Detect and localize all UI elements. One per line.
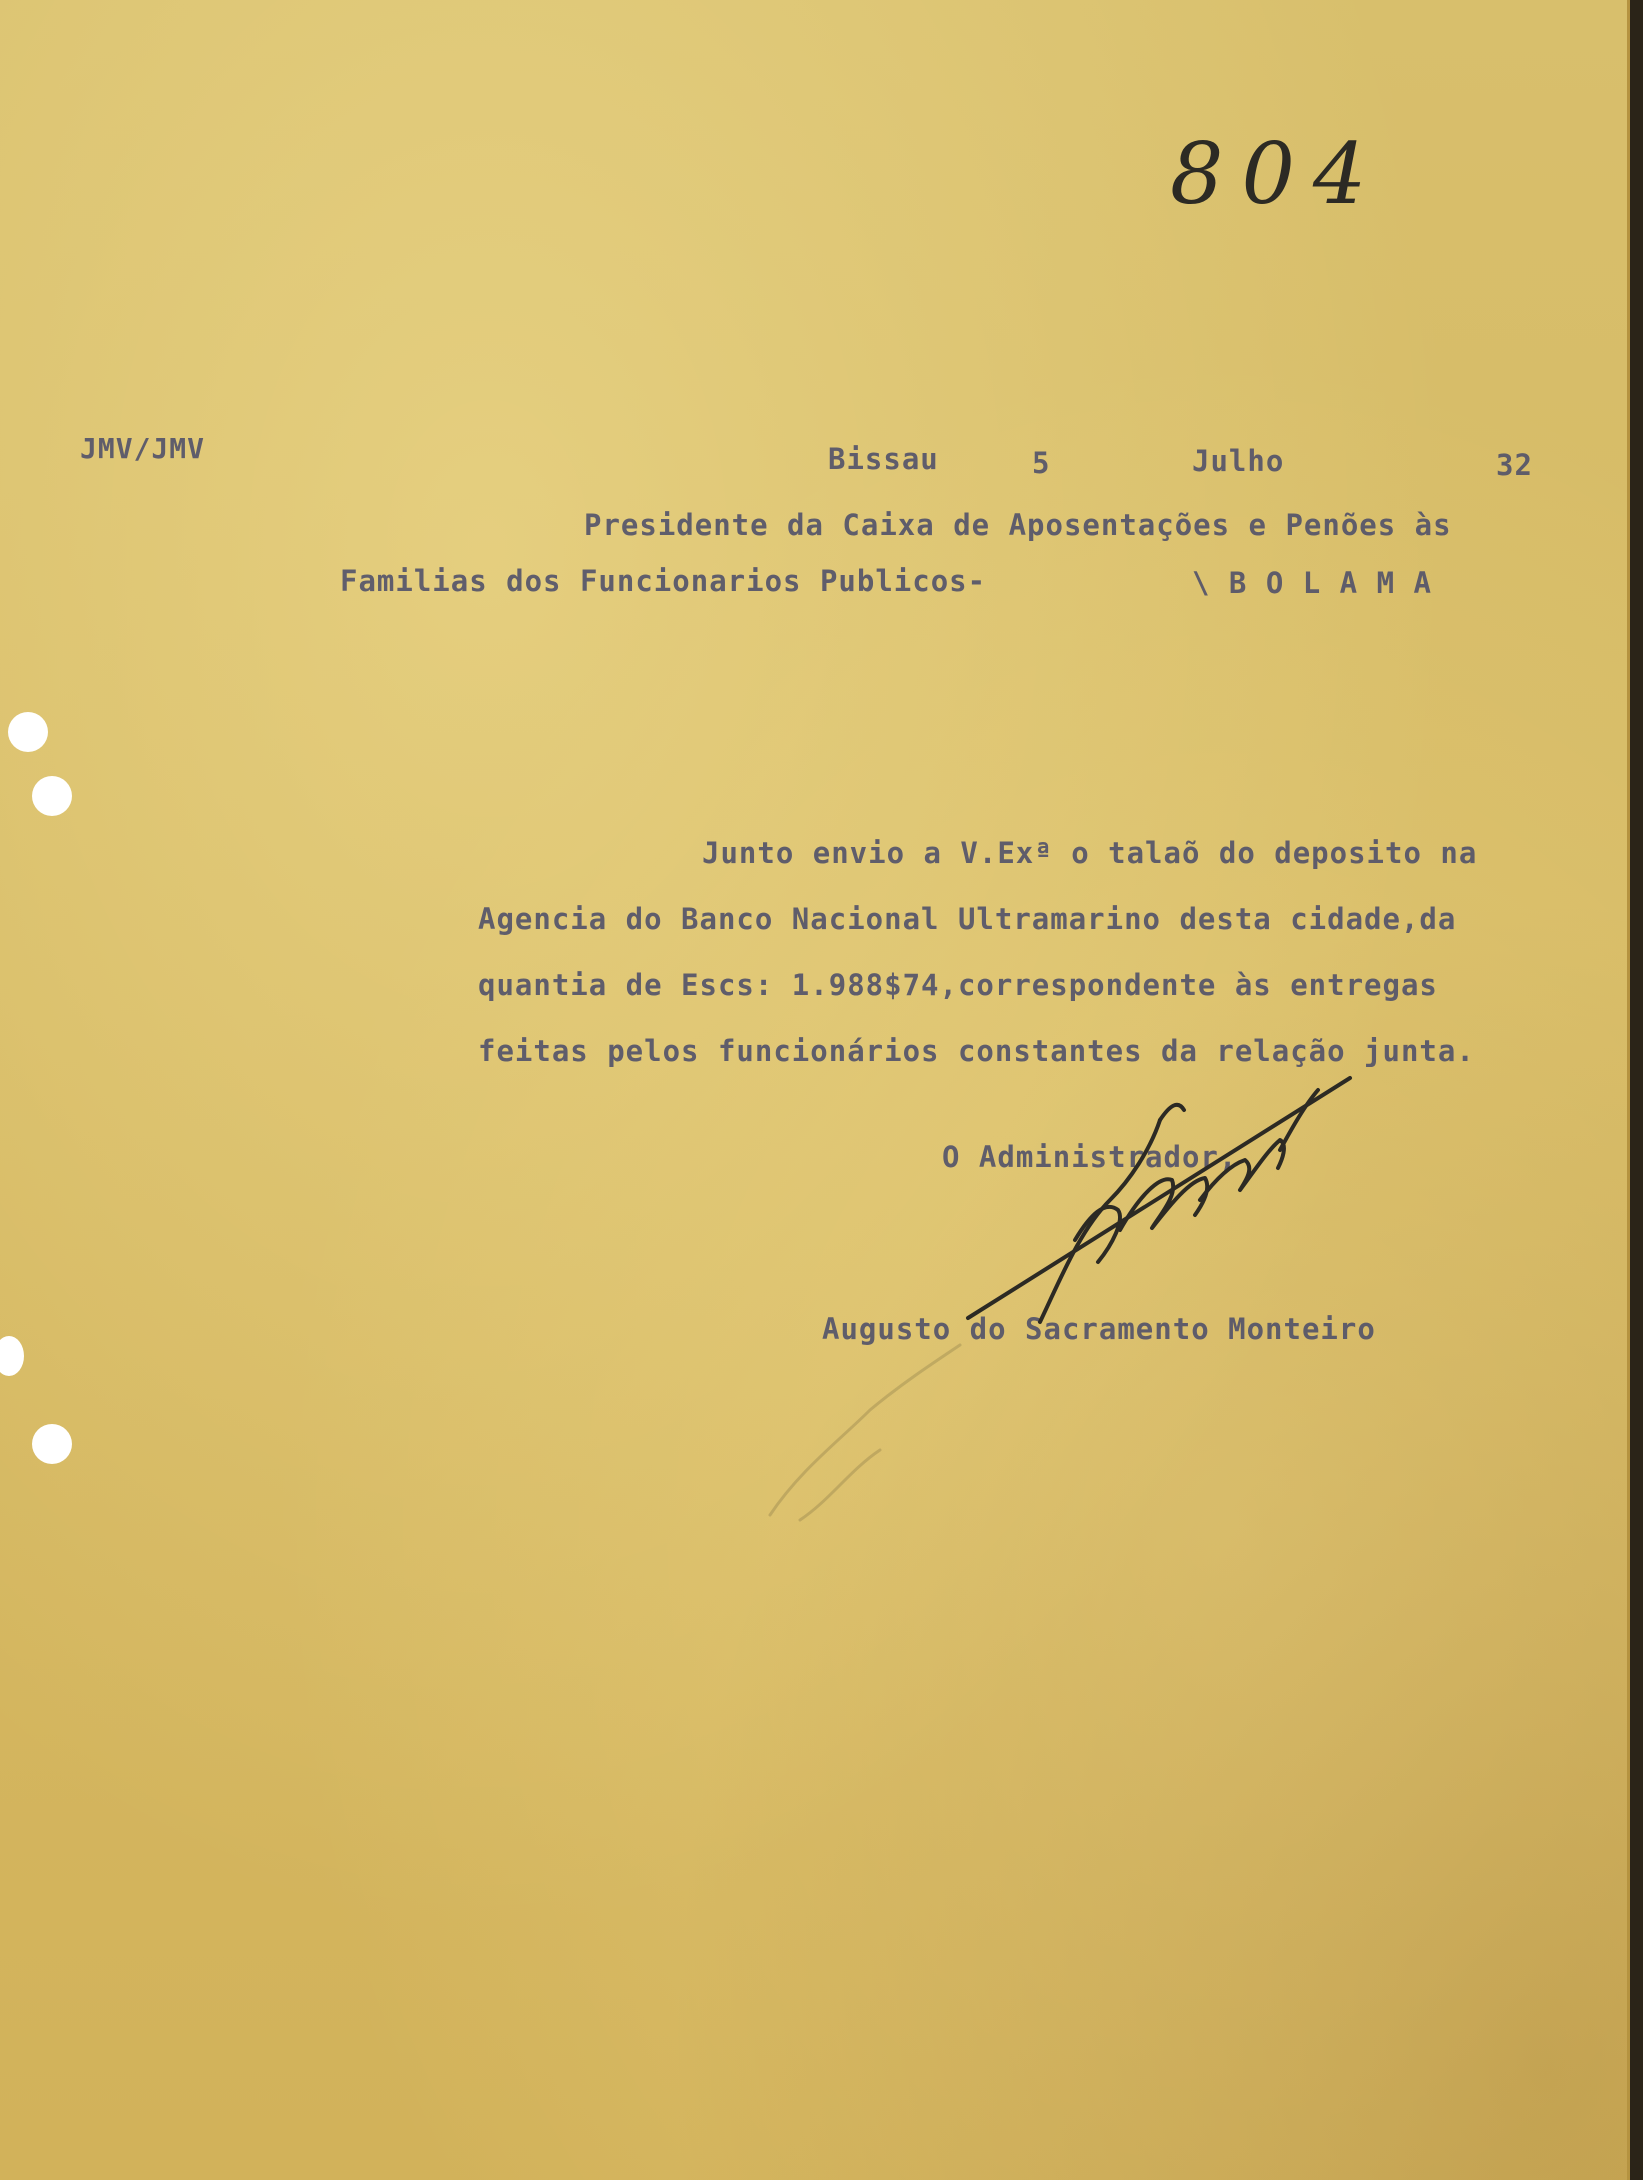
addressee-city: \ B O L A M A — [1192, 566, 1432, 600]
body-line-3: quantia de Escs: 1.988$74,correspondente às entregas — [478, 968, 1438, 1002]
reference-code: JMV/JMV — [80, 432, 206, 465]
body-line-1: Junto envio a V.Exª o talaõ do deposito na — [702, 836, 1478, 870]
body-line-2: Agencia do Banco Nacional Ultramarino desta cidade,da — [478, 902, 1457, 936]
date-month: Julho — [1192, 444, 1285, 478]
date-year: 32 — [1496, 448, 1533, 482]
signatory-name: Augusto do Sacramento Monteiro — [822, 1312, 1376, 1346]
addressee-line-2: Familias dos Funcionarios Publicos- — [340, 564, 987, 598]
date-place: Bissau — [828, 442, 939, 476]
body-line-4: feitas pelos funcionários constantes da relação junta. — [478, 1034, 1475, 1068]
date-day: 5 — [1032, 446, 1051, 480]
closing-title: O Administrador, — [942, 1140, 1238, 1174]
handwritten-page-number: 804 — [1170, 125, 1385, 223]
addressee-line-1: Presidente da Caixa de Aposentações e Penões às — [584, 508, 1452, 542]
